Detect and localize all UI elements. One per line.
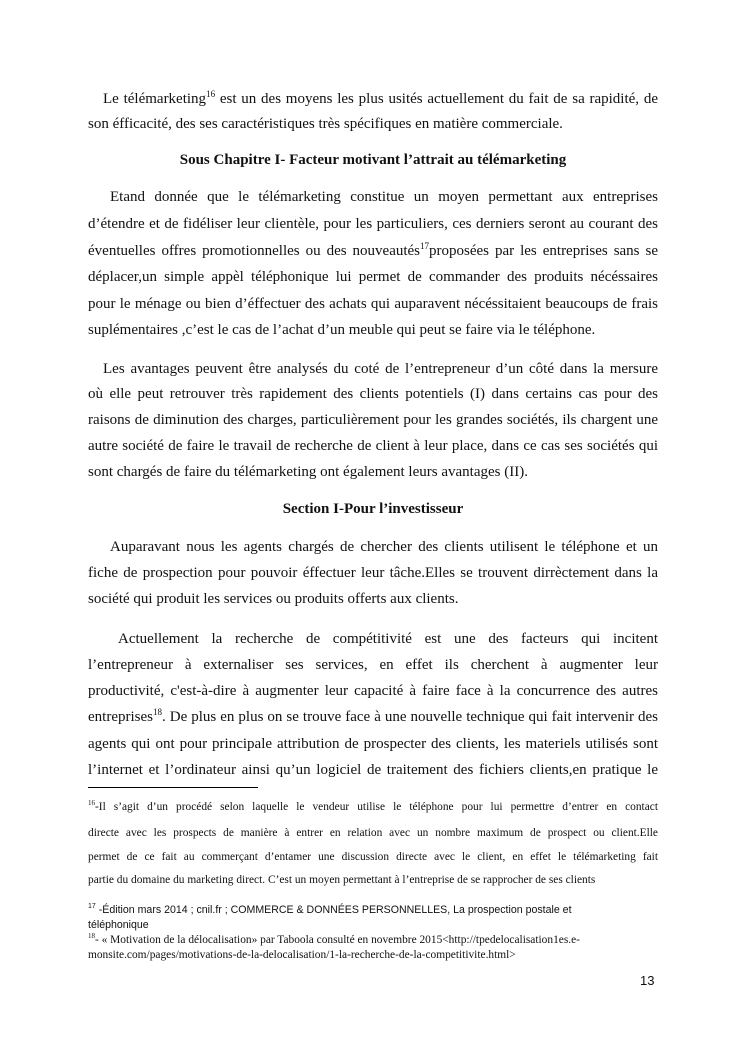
text-segment: société qui produit les services ou produits offerts aux clients. (88, 591, 459, 607)
text-segment: . De plus en plus on se trouve face à une nouvelle technique qui fait intervenir des (161, 709, 658, 725)
text-line (88, 735, 658, 753)
text-line (88, 590, 658, 608)
text-line (88, 295, 658, 313)
text-line (88, 242, 658, 260)
text-segment: proposées par les entreprises sans se (429, 243, 658, 259)
text-segment: Le télémarketing (103, 91, 207, 107)
text-line (88, 321, 658, 339)
text-segment: fiche de prospection pour pouvoir éffectuer leur tâche.Elles se trouvent dirrèctement dans la (88, 565, 658, 581)
text-line (118, 630, 658, 648)
text-segment: l’internet et l’ordinateur ainsi qu’un logiciel de traitement des fichiers clients,en pratique le (88, 762, 658, 778)
text-line (88, 708, 658, 726)
text-segment: -Il s’agit d’un procédé selon laquelle le vendeur utilise le téléphone pour lui permettre d’entrer en contact (95, 801, 658, 813)
footnote-separator (88, 787, 258, 788)
text-segment: entreprises (88, 709, 153, 725)
text-segment: suplémentaires ,c’est le cas de l’achat d’un meuble qui peut se faire via le téléphone. (88, 322, 596, 338)
footnote-line (88, 918, 658, 932)
section-heading (88, 151, 658, 169)
footnote-line (88, 873, 658, 887)
text-segment: pour le ménage ou bien d’éffectuer des achats qui auparavent nécéssitaient beaucoups de frais (88, 296, 658, 312)
section-heading (88, 500, 658, 518)
text-line (88, 564, 658, 582)
text-segment: téléphonique (88, 919, 149, 931)
text-segment: sont chargés de faire du télémarketing ont également leurs avantages (II). (88, 464, 528, 480)
footnote-ref: 16 (88, 800, 95, 807)
footnote-ref: 17 (88, 903, 96, 910)
text-segment: est un des moyens les plus usités actuellement du fait de sa rapidité, de (215, 91, 658, 107)
text-line (88, 215, 658, 233)
footnote-ref: 16 (206, 90, 216, 99)
text-line (88, 463, 658, 481)
text-segment: monsite.com/pages/motivations-de-la-delocalisation/1-la-recherche-de-la-competitivite.html> (88, 949, 516, 961)
text-segment: son éfficacité, des ses caractéristiques très spécifiques en matière commerciale. (88, 116, 563, 132)
text-segment: agents qui ont pour principale attribution de prospecter des clients, les materiels utilisés sont (88, 736, 658, 752)
text-line (103, 360, 658, 378)
page-number: 13 (640, 973, 655, 988)
text-line (88, 437, 658, 455)
text-line (88, 115, 658, 133)
text-segment: Actuellement la recherche de compétitivité est une des facteurs qui incitent (118, 631, 658, 647)
text-segment: raisons de diminution des charges, particulièrement pour les grandes sociétés, ils chargent une (88, 412, 658, 428)
text-segment: directe avec les prospects de manière à entrer en relation avec un nombre maximum de prospect ou client.Elle (88, 827, 658, 839)
text-line (110, 188, 658, 206)
footnote-ref: 17 (420, 242, 430, 251)
text-segment: - « Motivation de la délocalisation» par Taboola consulté en novembre 2015<http://tpedelocalisation1es.e- (95, 934, 580, 946)
footnote-line (88, 850, 658, 868)
text-segment: Section I-Pour l’investisseur (282, 501, 464, 517)
text-line (88, 682, 658, 700)
footnote-line (88, 948, 658, 962)
text-segment: d’étendre et de fidéliser leur clientèle, pour les particuliers, ces derniers seront au courant des (88, 216, 658, 232)
text-line (88, 268, 658, 286)
text-line (88, 385, 658, 403)
text-line (88, 761, 658, 779)
footnote-ref: 18 (88, 932, 95, 940)
text-segment: partie du domaine du marketing direct. C’est un moyen permettant à l’entreprise de se rapprocher de ses clients (88, 874, 596, 886)
footnote-line (88, 933, 658, 947)
text-segment: Etand donnée que le télémarketing constitue un moyen permettant aux entreprises (110, 189, 658, 205)
text-segment: Auparavant nous les agents chargés de chercher des clients utilisent le téléphone et un (110, 539, 658, 555)
text-segment: l’entrepreneur à externaliser ses services, en effet ils cherchent à augmenter leur (88, 657, 658, 673)
text-segment: déplacer,un simple appèl téléphonique lui permet de commander des produits nécéssaires (88, 269, 658, 285)
text-segment: où elle peut retrouver très rapidement des clients potentiels (I) dans certains cas pour des (88, 386, 658, 402)
footnote-line (88, 903, 658, 917)
text-segment: autre société de faire le travail de recherche de client à leur place, dans ce cas ses sociétés qui (88, 438, 658, 454)
text-line (110, 538, 658, 556)
footnote-line (88, 800, 658, 818)
text-line (103, 90, 658, 108)
text-segment: éventuelles offres promotionnelles ou des nouveautés (88, 243, 421, 259)
text-segment: Les avantages peuvent être analysés du coté de l’entrepreneur d’un côté dans la mersure (103, 361, 658, 377)
text-segment: permet de ce fait au commerçant d’entamer une discussion directe avec le client, en effet le télémarketing fait (88, 851, 658, 863)
text-segment: -Édition mars 2014 ; cnil.fr ; COMMERCE & DONNÉES PERSONNELLES, La prospection postale et (95, 904, 572, 916)
text-segment: Sous Chapitre I- Facteur motivant l’attrait au télémarketing (179, 152, 567, 168)
text-line (88, 656, 658, 674)
text-segment: productivité, c'est-à-dire à augmenter leur capacité à faire face à la concurrence des autres (88, 683, 658, 699)
footnote-ref: 18 (152, 708, 162, 717)
footnote-line (88, 826, 658, 844)
text-line (88, 411, 658, 429)
